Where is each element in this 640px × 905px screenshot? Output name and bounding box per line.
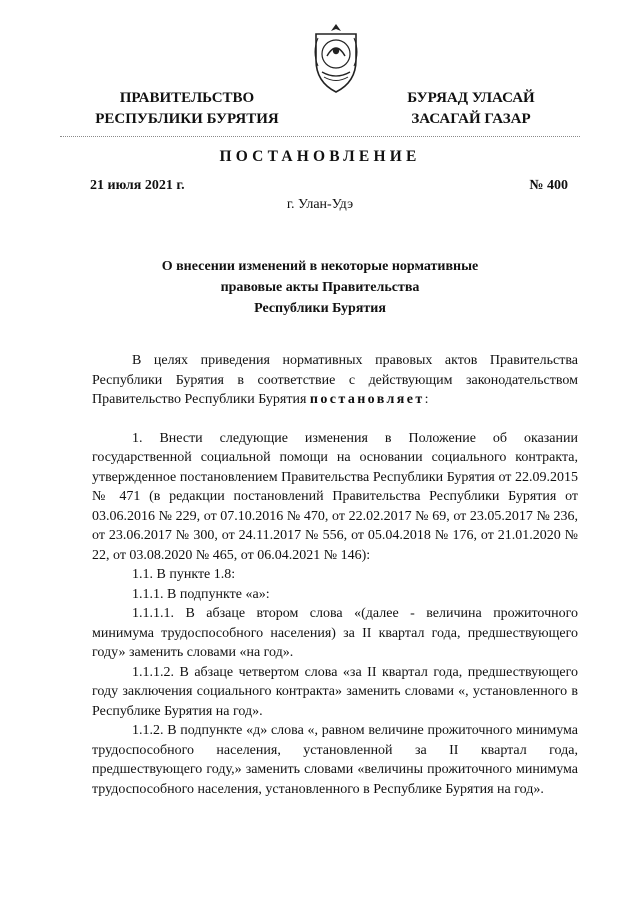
preamble-text: В целях приведения нормативных правовых актов Правительства Республики Бурятия в соответствие с действующим законодательством Правительство Республики Бурятия (92, 353, 578, 407)
document-body (92, 351, 578, 799)
government-name-line: ЗАСАГАЙ ГАЗАР (411, 111, 531, 127)
body-paragraph: 1.1.1.1. В абзаце втором слова «(далее - величина прожиточного минимума трудоспособного населения) за II квартал года, предшествующего году» заменить словами «на год». (92, 606, 578, 660)
body-paragraph: 1.1.1. В подпункте «а»: (132, 586, 270, 602)
document-type: ПОСТАНОВЛЕНИЕ (219, 148, 421, 165)
government-name-line: БУРЯАД УЛАСАЙ (407, 90, 535, 106)
body-paragraph: 1.1.2. В подпункте «д» слова «, равном величине прожиточного минимума трудоспособного населения, установленной за II квартал года, предшествующего году,» заменить словами «величины прожиточного минимума трудоспособного населения, установленного в Республике Бурятия на год». (92, 723, 578, 797)
republic-emblem-icon (306, 22, 366, 94)
government-name-russian (92, 88, 282, 130)
government-name-buryat (396, 88, 546, 130)
document-title-line: О внесении изменений в некоторые нормативные (161, 259, 479, 274)
body-paragraph: 1. Внести следующие изменения в Положение об оказании государственной социальной помощи на основании социального контракта, утвержденное постановлением Правительства Республики Бурятия от 22.09.2015 № 471 (в редакции постановлений Правительства Республики Бурятия от 03.06.2016 № 229, от 07.10.2016 № 470, от 22.02.2017 № 69, от 23.05.2017 № 236, от 23.06.2017 № 300, от 24.11.2017 № 556, от 05.04.2018 № 176, от 21.01.2020 № 22, от 03.08.2020 № 465, от 06.04.2021 № 146): (92, 430, 578, 563)
document-title-line: Республики Бурятия (254, 301, 386, 316)
preamble-end: : (424, 392, 429, 407)
document-date: 21 июля 2021 г. (90, 178, 185, 193)
document-number: № 400 (529, 178, 568, 193)
preamble-paragraph (92, 351, 578, 410)
document-title (120, 256, 520, 319)
body-paragraph: 1.1. В пункте 1.8: (132, 567, 236, 582)
header-divider (60, 136, 580, 137)
government-name-line: ПРАВИТЕЛЬСТВО (119, 90, 255, 106)
decree-word: постановляет (309, 392, 425, 407)
body-paragraph: 1.1.1.2. В абзаце четвертом слова «за II квартал года, предшествующего году заключения социального контракта» заменить словами «, установленного в Республике Бурятия на год». (92, 664, 578, 719)
government-name-line: РЕСПУБЛИКИ БУРЯТИЯ (95, 111, 279, 127)
document-title-line: правовые акты Правительства (220, 280, 420, 295)
document-city: г. Улан-Удэ (286, 197, 354, 212)
